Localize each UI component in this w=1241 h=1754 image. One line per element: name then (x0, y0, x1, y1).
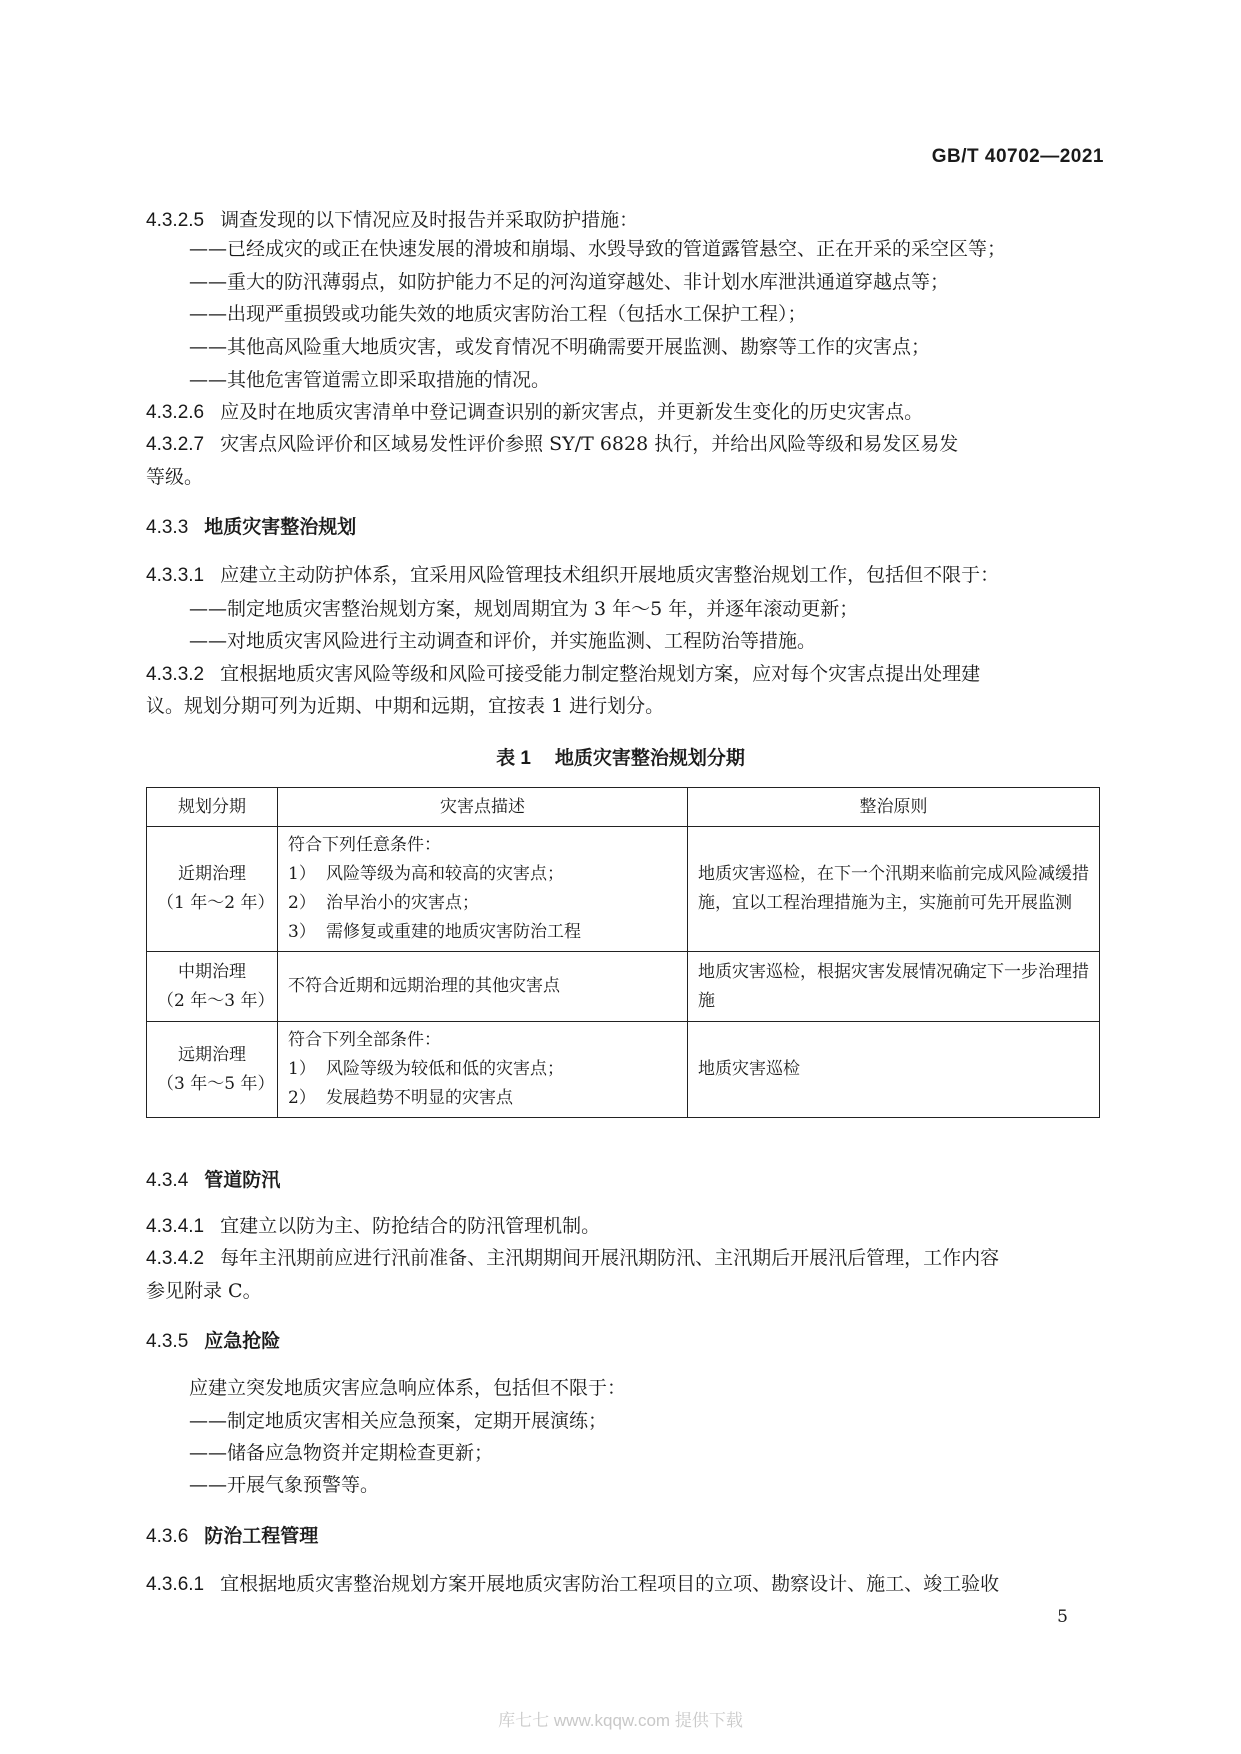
clause-number: 4.3.3.1 (146, 565, 205, 586)
dash-item: ——重大的防汛薄弱点，如防护能力不足的河沟道穿越处、非计划水库泄洪通道穿越点等； (189, 271, 950, 293)
principle-cell: 地质灾害巡检 (688, 1022, 1100, 1118)
planning-period-table (146, 787, 1100, 1118)
period-range: （2 年～3 年） (157, 990, 275, 1011)
section-heading-4-3-4 (146, 1165, 280, 1192)
paragraph: 应建立突发地质灾害应急响应体系，包括但不限于： (189, 1377, 627, 1399)
period-name: 近期治理 (178, 864, 246, 884)
dash-item: ——已经成灾的或正在快速发展的滑坡和崩塌、水毁导致的管道露管悬空、正在开采的采空区等； (189, 238, 1007, 260)
section-heading-4-3-3 (146, 512, 356, 539)
dash-item: ——对地质灾害风险进行主动调查和评价，并实施监测、工程防治等措施。 (189, 630, 817, 652)
download-watermark: 库七七 www.kqqw.com 提供下载 (498, 1711, 743, 1730)
period-cell (147, 827, 278, 952)
dash-item: ——储备应急物资并定期检查更新； (189, 1442, 494, 1464)
clause-text: 应建立主动防护体系，宜采用风险管理技术组织开展地质灾害整治规划工作，包括但不限于： (220, 564, 1000, 586)
clause-number: 4.3.4.1 (146, 1216, 205, 1237)
table-number: 表 1 (496, 748, 531, 769)
period-name: 中期治理 (178, 961, 246, 982)
principle-cell: 地质灾害巡检，在下一个汛期来临前完成风险减缓措施，宜以工程治理措施为主，实施前可先开展监测 (688, 827, 1100, 952)
section-title: 管道防汛 (204, 1170, 281, 1191)
table-row (147, 827, 1100, 952)
col-header-period: 规划分期 (147, 788, 278, 827)
clause-4-3-6-1 (146, 1572, 999, 1597)
col-header-description: 灾害点描述 (278, 788, 688, 827)
clause-continuation: 议。规划分期可列为近期、中期和远期，宜按表 1 进行划分。 (146, 695, 665, 717)
dash-item: ——其他危害管道需立即采取措施的情况。 (189, 369, 551, 391)
page-number: 5 (1057, 1607, 1068, 1627)
clause-text: 灾害点风险评价和区域易发性评价参照 SY/T 6828 执行，并给出风险等级和易发区易发 (220, 433, 959, 455)
description-item: 3） 需修复或重建的地质灾害防治工程 (288, 922, 581, 942)
table-header-row (147, 788, 1100, 827)
clause-number: 4.3.3.2 (146, 664, 205, 685)
section-number: 4.3.3 (146, 517, 189, 538)
table-row (147, 1022, 1100, 1118)
period-cell (147, 1022, 278, 1118)
clause-4-3-4-2 (146, 1246, 999, 1271)
description-item: 1） 风险等级为高和较高的灾害点； (288, 864, 564, 884)
clause-text: 调查发现的以下情况应及时报告并采取防护措施： (220, 209, 639, 231)
clause-text: 宜建立以防为主、防抢结合的防汛管理机制。 (220, 1215, 601, 1237)
description-intro: 符合下列任意条件： (288, 835, 441, 855)
clause-4-3-2-5 (146, 208, 638, 233)
table-title: 地质灾害整治规划分期 (554, 748, 745, 769)
section-heading-4-3-5 (146, 1326, 280, 1353)
section-title: 应急抢险 (204, 1331, 281, 1352)
clause-continuation: 参见附录 C。 (146, 1280, 262, 1302)
dash-item: ——出现严重损毁或功能失效的地质灾害防治工程（包括水工保护工程）； (189, 303, 807, 325)
clause-4-3-2-7 (146, 432, 958, 457)
description-cell: 不符合近期和远期治理的其他灾害点 (278, 952, 688, 1022)
period-range: （3 年～5 年） (157, 1073, 275, 1094)
table-caption (0, 743, 1241, 770)
dash-item: ——开展气象预警等。 (189, 1474, 380, 1496)
clause-continuation: 等级。 (146, 466, 204, 488)
clause-4-3-3-1 (146, 563, 999, 588)
section-number: 4.3.5 (146, 1331, 189, 1352)
description-cell (278, 1022, 688, 1118)
period-name: 远期治理 (178, 1044, 246, 1065)
clause-4-3-4-1 (146, 1214, 600, 1239)
period-range: （1 年～2 年） (157, 893, 275, 913)
dash-item: ——制定地质灾害整治规划方案，规划周期宜为 3 年～5 年，并逐年滚动更新； (189, 598, 859, 620)
clause-text: 每年主汛期前应进行汛前准备、主汛期期间开展汛期防汛、主汛期后开展汛后管理，工作内容 (220, 1247, 1000, 1269)
dash-item: ——制定地质灾害相关应急预案，定期开展演练； (189, 1410, 608, 1432)
clause-number: 4.3.2.5 (146, 210, 205, 231)
clause-number: 4.3.2.7 (146, 434, 205, 455)
clause-text: 宜根据地质灾害风险等级和风险可接受能力制定整治规划方案，应对每个灾害点提出处理建 (220, 663, 981, 685)
clause-4-3-2-6 (146, 400, 923, 425)
col-header-principle: 整治原则 (688, 788, 1100, 827)
clause-number: 4.3.6.1 (146, 1574, 205, 1595)
table-row (147, 952, 1100, 1022)
section-number: 4.3.4 (146, 1170, 189, 1191)
description-intro: 符合下列全部条件： (288, 1030, 441, 1050)
clause-number: 4.3.4.2 (146, 1248, 205, 1269)
description-item: 1） 风险等级为较低和低的灾害点； (288, 1059, 564, 1079)
principle-cell: 地质灾害巡检，根据灾害发展情况确定下一步治理措施 (688, 952, 1100, 1022)
clause-text: 宜根据地质灾害整治规划方案开展地质灾害防治工程项目的立项、勘察设计、施工、竣工验收 (220, 1573, 1000, 1595)
period-cell (147, 952, 278, 1022)
dash-item: ——其他高风险重大地质灾害，或发育情况不明确需要开展监测、勘察等工作的灾害点； (189, 336, 931, 358)
description-item: 2） 发展趋势不明显的灾害点 (288, 1088, 513, 1108)
section-title: 地质灾害整治规划 (204, 517, 357, 538)
standard-number: GB/T 40702—2021 (931, 146, 1104, 167)
description-cell (278, 827, 688, 952)
section-number: 4.3.6 (146, 1526, 189, 1547)
clause-4-3-3-2 (146, 662, 980, 687)
section-heading-4-3-6 (146, 1521, 318, 1548)
clause-text: 应及时在地质灾害清单中登记调查识别的新灾害点，并更新发生变化的历史灾害点。 (220, 401, 924, 423)
description-item: 2） 治早治小的灾害点； (288, 893, 479, 913)
section-title: 防治工程管理 (204, 1526, 319, 1547)
clause-number: 4.3.2.6 (146, 402, 205, 423)
